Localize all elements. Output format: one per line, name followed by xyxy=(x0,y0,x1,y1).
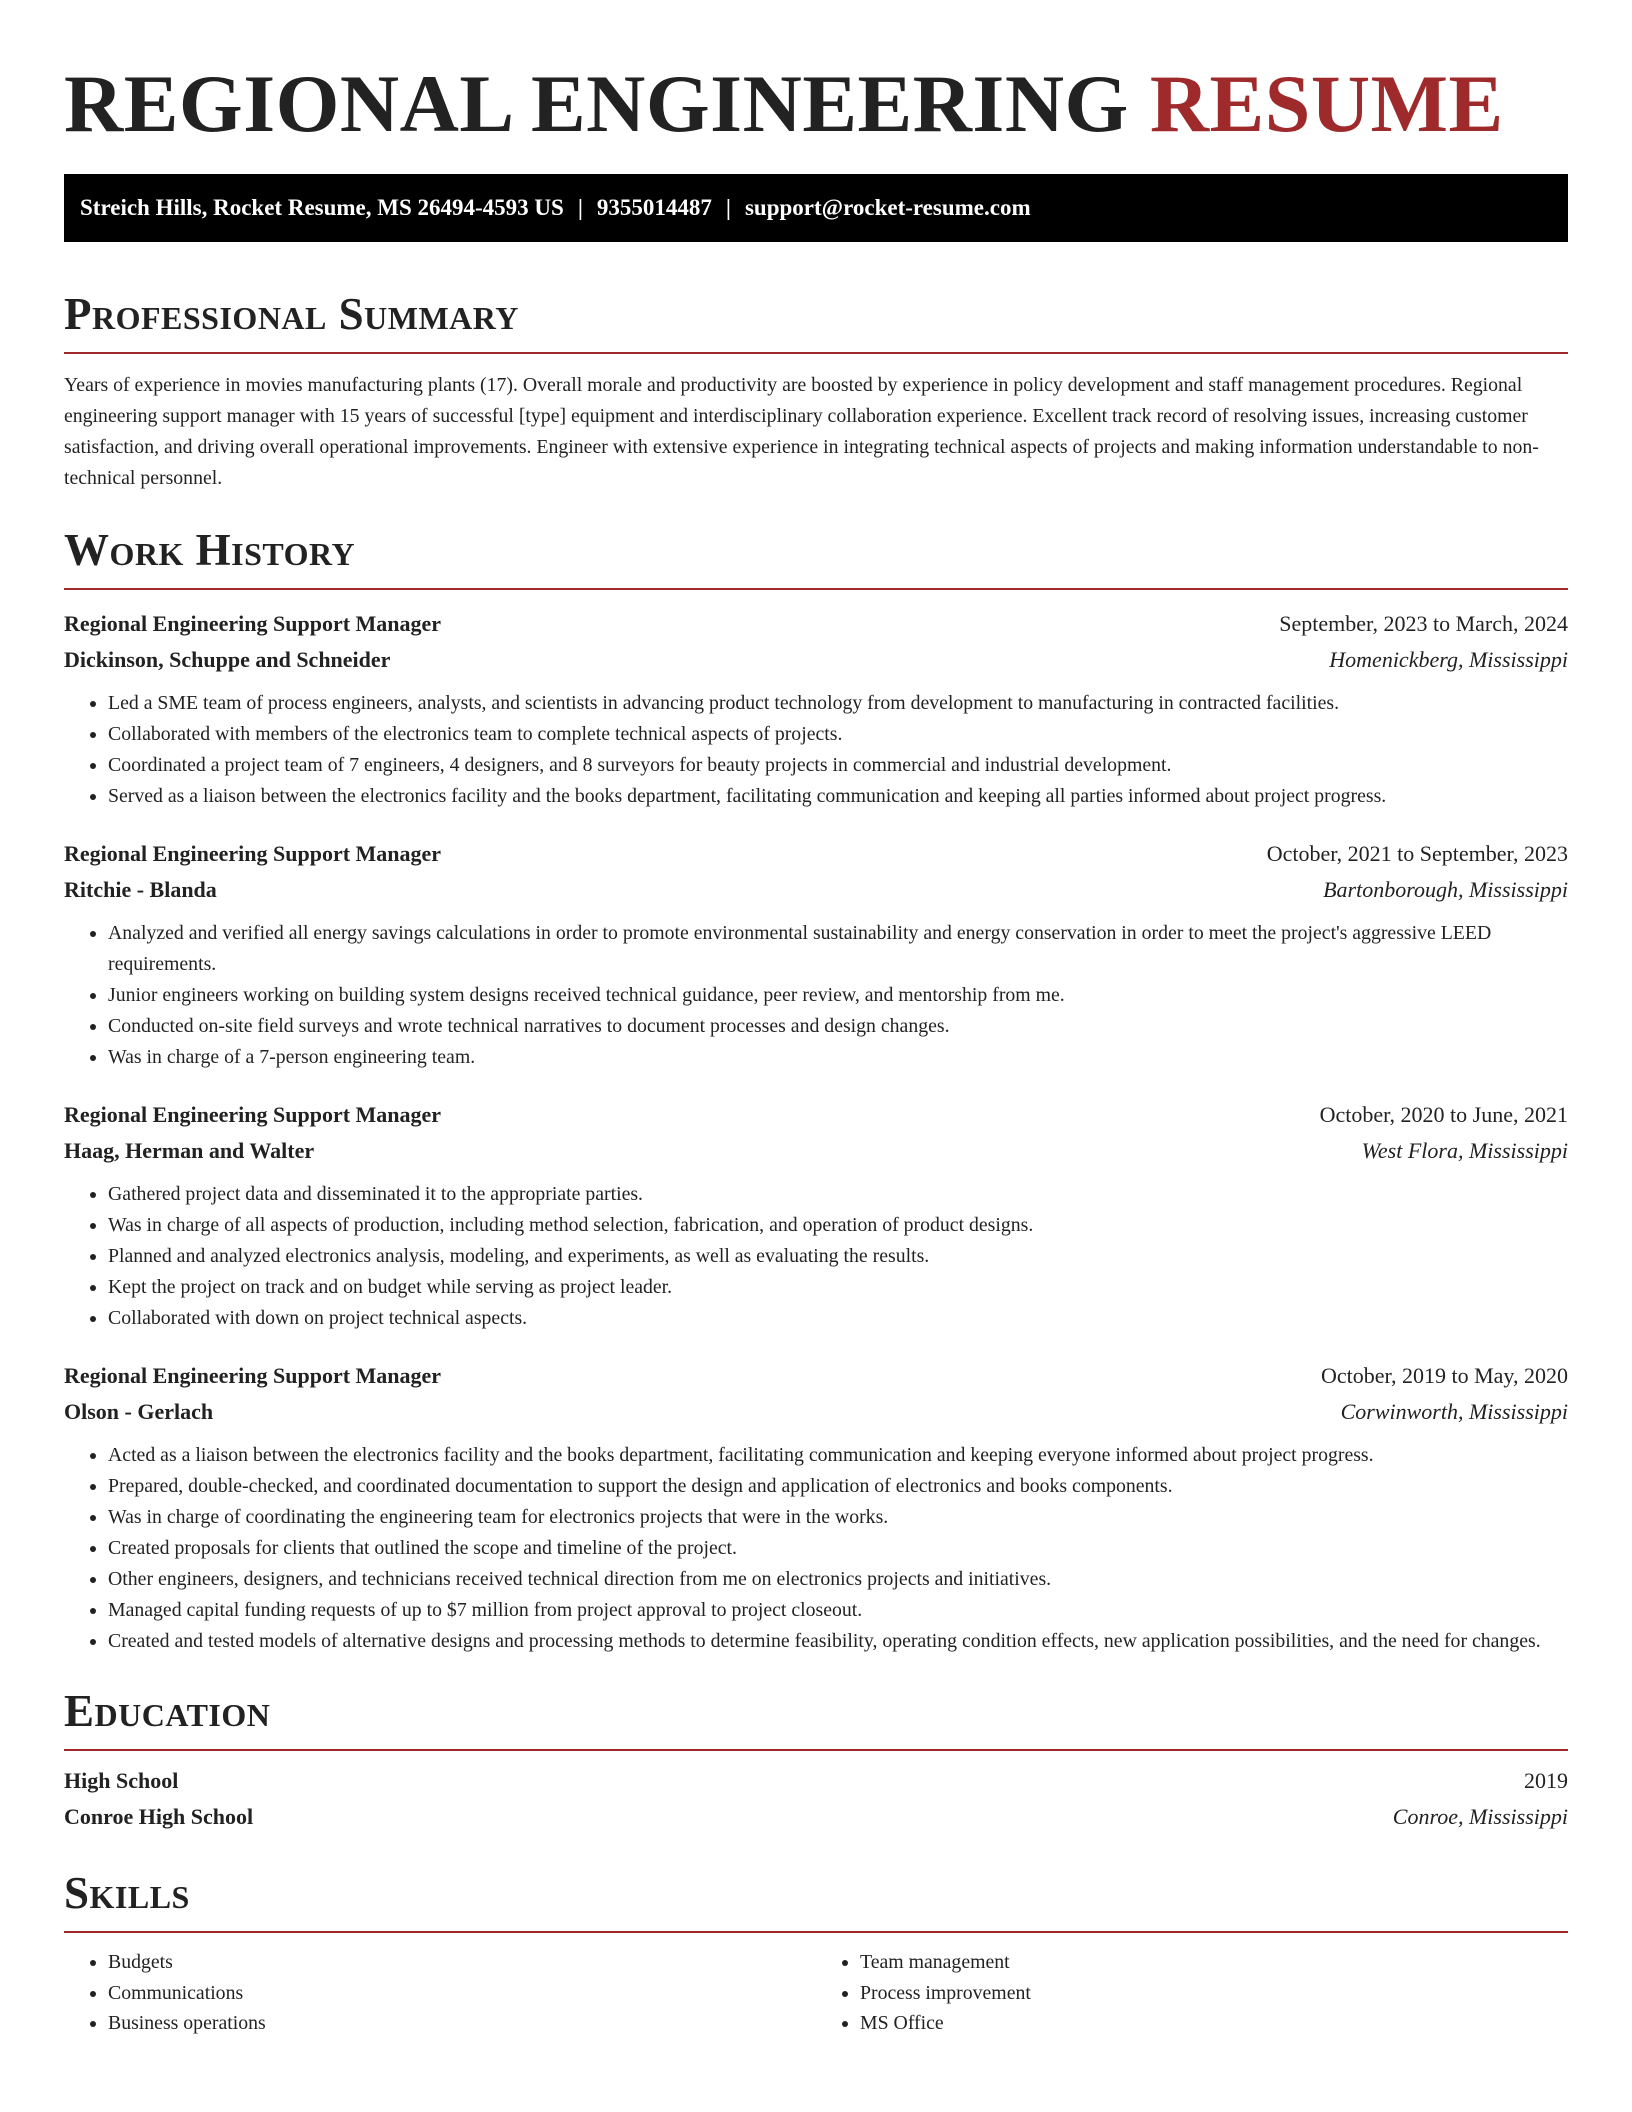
skills-section xyxy=(64,1865,1568,2039)
title-accent: RESUME xyxy=(1149,58,1504,149)
contact-separator: | xyxy=(577,195,583,220)
education-year: 2019 xyxy=(1524,1768,1568,1793)
education-row-degree xyxy=(64,1763,1568,1799)
resume-title xyxy=(64,0,1568,150)
job-bullet: • Coordinated a project team of 7 engineers, 4 designers, and 8 surveyors for beauty projects in commercial and industrial development. xyxy=(108,750,1568,781)
summary-text: Years of experience in movies manufacturing plants (17). Overall morale and productivity are boosted by experience in policy development and staff management procedures. Regional engineering support manager with 15 years of successful [type] equipment and interdisciplinary collaboration experience. Excellent track record of resolving issues, increasing customer satisfaction, and driving overall operational improvements. Engineer with extensive experience in integrating technical aspects of projects and making information understandable to non-technical personnel. xyxy=(64,374,1539,489)
job-bullet: • Was in charge of all aspects of production, including method selection, fabrication, and operation of product designs. xyxy=(108,1210,1568,1241)
skill-item: • Process improvement xyxy=(860,1978,1568,2009)
job-bullet: • Kept the project on track and on budget while serving as project leader. xyxy=(108,1272,1568,1303)
job-dates: October, 2019 to May, 2020 xyxy=(1321,1363,1568,1388)
job-bullet: • Created and tested models of alternative designs and processing methods to determine feasibility, operating condition effects, new application possibilities, and the need for changes. xyxy=(108,1626,1568,1657)
job-bullet: • Served as a liaison between the electronics facility and the books department, facilitating communication and keeping all parties informed about project progress. xyxy=(108,781,1568,812)
job-title: Regional Engineering Support Manager xyxy=(64,1102,442,1127)
education-degree: High School xyxy=(64,1768,179,1793)
job-bullet: • Analyzed and verified all energy savings calculations in order to promote environmental sustainability and energy conservation in order to meet the project's aggressive LEED requirements. xyxy=(108,918,1568,980)
skill-item: • Budgets xyxy=(108,1947,816,1978)
job-entry xyxy=(64,1097,1568,1334)
job-bullet: • Collaborated with down on project technical aspects. xyxy=(108,1303,1568,1334)
job-bullet: • Other engineers, designers, and technicians received technical direction from me on electronics projects and initiatives. xyxy=(108,1564,1568,1595)
job-company: Ritchie - Blanda xyxy=(64,877,217,902)
job-location: West Flora, Mississippi xyxy=(1361,1138,1568,1163)
skill-item: • Team management xyxy=(860,1947,1568,1978)
education-school: Conroe High School xyxy=(64,1804,254,1829)
title-main: REGIONAL ENGINEERING xyxy=(64,58,1129,149)
job-dates: September, 2023 to March, 2024 xyxy=(1279,611,1568,636)
education-section xyxy=(64,1683,1568,1835)
job-company: Olson - Gerlach xyxy=(64,1399,214,1424)
job-list xyxy=(64,606,1568,1657)
job-bullet: • Junior engineers working on building system designs received technical guidance, peer review, and mentorship from me. xyxy=(108,980,1568,1011)
skill-item: • MS Office xyxy=(860,2008,1568,2039)
job-company: Haag, Herman and Walter xyxy=(64,1138,315,1163)
section-heading-skills: Skills xyxy=(64,1868,190,1918)
job-location: Corwinworth, Mississippi xyxy=(1340,1399,1568,1424)
skills-list-left xyxy=(64,1947,816,2039)
job-title: Regional Engineering Support Manager xyxy=(64,841,442,866)
job-company-row xyxy=(64,642,1568,678)
job-header-row xyxy=(64,1358,1568,1394)
skills-list-right xyxy=(816,1947,1568,2039)
section-divider xyxy=(64,1749,1568,1751)
skills-columns xyxy=(64,1947,1568,2039)
job-bullet: • Prepared, double-checked, and coordinated documentation to support the design and application of electronics and books components. xyxy=(108,1471,1568,1502)
job-title: Regional Engineering Support Manager xyxy=(64,1363,442,1388)
job-header-row xyxy=(64,836,1568,872)
summary-section xyxy=(64,286,1568,494)
job-entry xyxy=(64,836,1568,1073)
job-location: Bartonborough, Mississippi xyxy=(1323,877,1568,902)
education-entry xyxy=(64,1763,1568,1835)
job-company: Dickinson, Schuppe and Schneider xyxy=(64,647,391,672)
job-bullet: • Managed capital funding requests of up to $7 million from project approval to project closeout. xyxy=(108,1595,1568,1626)
section-divider xyxy=(64,1931,1568,1933)
contact-phone[interactable]: 9355014487 xyxy=(596,195,712,220)
section-divider xyxy=(64,352,1568,354)
education-row-school xyxy=(64,1799,1568,1835)
section-divider xyxy=(64,588,1568,590)
job-bullet: • Acted as a liaison between the electronics facility and the books department, facilitating communication and keeping everyone informed about project progress. xyxy=(108,1440,1568,1471)
job-company-row xyxy=(64,1394,1568,1430)
education-location: Conroe, Mississippi xyxy=(1392,1804,1568,1829)
job-bullets xyxy=(64,918,1568,1073)
job-bullet: • Was in charge of a 7-person engineering team. xyxy=(108,1042,1568,1073)
job-bullet: • Collaborated with members of the electronics team to complete technical aspects of projects. xyxy=(108,719,1568,750)
contact-separator: | xyxy=(725,195,731,220)
section-heading-work: Work History xyxy=(64,525,356,575)
job-company-row xyxy=(64,1133,1568,1169)
job-bullet: • Created proposals for clients that outlined the scope and timeline of the project. xyxy=(108,1533,1568,1564)
job-bullet: • Conducted on-site field surveys and wrote technical narratives to document processes and design changes. xyxy=(108,1011,1568,1042)
job-company-row xyxy=(64,872,1568,908)
job-header-row xyxy=(64,606,1568,642)
job-header-row xyxy=(64,1097,1568,1133)
job-dates: October, 2021 to September, 2023 xyxy=(1266,841,1568,866)
job-title: Regional Engineering Support Manager xyxy=(64,611,442,636)
job-bullets xyxy=(64,1179,1568,1334)
job-bullet: • Planned and analyzed electronics analysis, modeling, and experiments, as well as evaluating the results. xyxy=(108,1241,1568,1272)
contact-bar xyxy=(64,174,1568,242)
job-bullets xyxy=(64,1440,1568,1657)
job-bullets xyxy=(64,688,1568,812)
section-heading-summary: Professional Summary xyxy=(64,289,519,339)
contact-email[interactable]: support@rocket-resume.com xyxy=(744,195,1031,220)
job-location: Homenickberg, Mississippi xyxy=(1329,647,1568,672)
job-bullet: • Led a SME team of process engineers, analysts, and scientists in advancing product technology from development to manufacturing in contracted facilities. xyxy=(108,688,1568,719)
work-history-section xyxy=(64,522,1568,1657)
job-entry xyxy=(64,606,1568,812)
skill-item: • Communications xyxy=(108,1978,816,2009)
job-bullet: • Was in charge of coordinating the engineering team for electronics projects that were in the works. xyxy=(108,1502,1568,1533)
skill-item: • Business operations xyxy=(108,2008,816,2039)
contact-address: Streich Hills, Rocket Resume, MS 26494-4593 US xyxy=(80,195,564,220)
job-entry xyxy=(64,1358,1568,1657)
job-dates: October, 2020 to June, 2021 xyxy=(1319,1102,1568,1127)
section-heading-education: Education xyxy=(64,1686,271,1736)
job-bullet: • Gathered project data and disseminated it to the appropriate parties. xyxy=(108,1179,1568,1210)
